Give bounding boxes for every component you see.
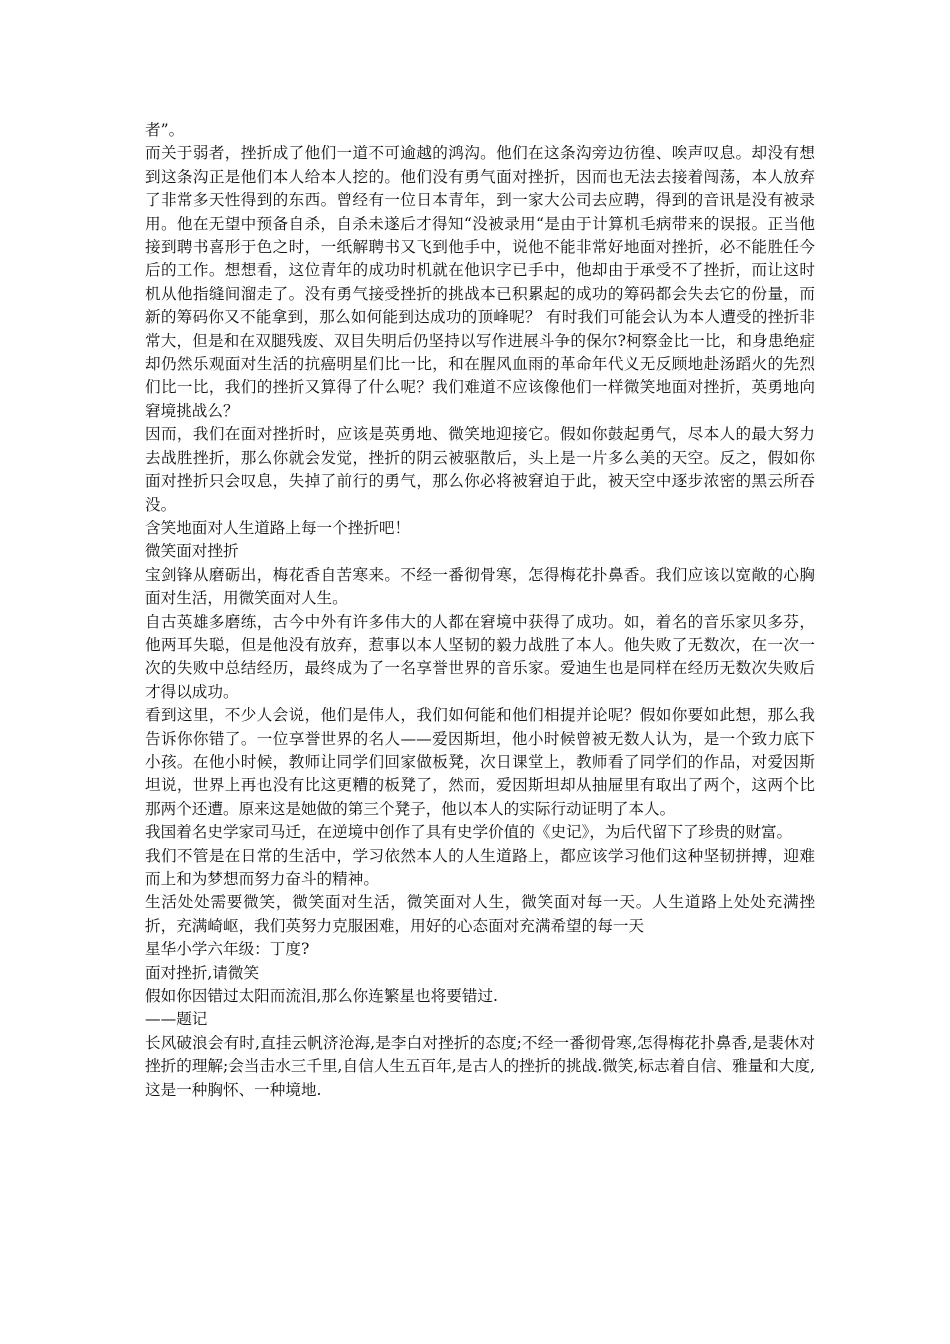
essay-title: 面对挫折,请微笑 <box>145 963 260 982</box>
paragraph-7: 自古英雄多磨练，古今中外有许多伟大的人都在窘境中获得了成功。如，着名的音乐家贝多芬，他两耳失聪，但是他没有放弃，惹事以本人坚韧的毅力战胜了本人。他失败了无数次，在一次一次的失败中总结经历，最终成为了一名享誉世界的音乐家。爱迪生也是同样在经历无数次失败后才得以成功。 <box>145 612 815 701</box>
paragraph-10: 我们不管是在日常的生活中，学习依然本人的人生道路上，都应该学习他们这种坚韧拼搏，迎难而上和为梦想而努力奋斗的精神。 <box>145 846 815 888</box>
paragraph-3: 因而，我们在面对挫折时，应该是英勇地、微笑地迎接它。假如你鼓起勇气，尽本人的最大努力去战胜挫折，那么你就会发觉，挫折的阴云被驱散后，头上是一片多么美的天空。反之，假如你面对挫折只会叹息，失掉了前行的勇气，那么你必将被窘迫于此，被天空中逐步浓密的黑云所吞没。 <box>145 425 815 514</box>
epigraph-attribution: ——题记 <box>145 1010 208 1029</box>
paragraph-16: 长风破浪会有时,直挂云帆济沧海,是李白对挫折的态度;不经一番彻骨寒,怎得梅花扑鼻香,是裴休对挫折的理解;会当击水三千里,自信人生五百年,是古人的挫折的挑战.微笑,标志着自信、雅量和大度,这是一种胸怀、一种境地. <box>145 1033 815 1099</box>
paragraph-9: 我国着名史学家司马迁，在逆境中创作了具有史学价值的《史记》，为后代留下了珍贵的财富。 <box>145 823 793 842</box>
document-page <box>145 119 815 1102</box>
author-line: 星华小学六年级：丁度? <box>145 940 310 959</box>
paragraph-8: 看到这里，不少人会说，他们是伟人，我们如何能和他们相提并论呢？假如你要如此想，那么我告诉你你错了。一位享誉世界的名人——爱因斯坦，他小时候曾被无数人认为，是一个致力底下小孩。在他小时候，教师让同学们回家做板凳，次日课堂上，教师看了同学们的作品，对爱因斯坦说，世界上再也没有比这更糟的板凳了，然而，爱因斯坦却从抽屉里有取出了两个，这两个比那两个还遭。原来这是她做的第三个凳子，他以本人的实际行动证明了本人。 <box>145 706 815 818</box>
epigraph: 假如你因错过太阳而流泪,那么你连繁星也将要错过. <box>145 987 498 1006</box>
paragraph-1: 者”。 <box>145 121 185 139</box>
paragraph-6: 宝剑锋从磨砺出，梅花香自苦寒来。不经一番彻骨寒，怎得梅花扑鼻香。我们应该以宽敞的心胸面对生活，用微笑面对人生。 <box>145 565 815 608</box>
paragraph-11: 生活处处需要微笑，微笑面对生活，微笑面对人生，微笑面对每一天。人生道路上处处充满挫折，充满崎岖，我们英努力克服困难，用好的心态面对充满希望的每一天 <box>145 893 815 935</box>
paragraph-4: 含笑地面对人生道路上每一个挫折吧！ <box>145 518 411 537</box>
paragraph-2: 而关于弱者，挫折成了他们一道不可逾越的鸿沟。他们在这条沟旁边彷徨、唉声叹息。却没有想到这条沟正是他们本人给本人挖的。他们没有勇气面对挫折，因而也无法去接着闯荡，本人放弃了非常多天性得到的东西。曾经有一位日本青年，到一家大公司去应聘，得到的音讯是没有被录用。他在无望中预备自杀，自杀未遂后才得知“没被录用“是由于计算机毛病带来的误报。正当他接到聘书喜形于色之时，一纸解聘书又飞到他手中，说他不能非常好地面对挫折，必不能胜任今后的工作。想想看，这位青年的成功时机就在他识字已手中，他却由于承受不了挫折，而让这时机从他指缝间溜走了。没有勇气接受挫折的挑战本已积累起的成功的筹码都会失去它的份量，而新的筹码你又不能拿到，那么如何能到达成功的顶峰呢？ 有时我们可能会认为本人遭受的挫折非常大，但是和在双腿残废、双目失明后仍坚持以写作进展斗争的保尔?柯察金比一比，和身患绝症却仍然乐观面对生活的抗癌明星们比一比，和在腥风血雨的革命年代义无反顾地赴汤蹈火的先烈们比一比，我们的挫折又算得了什么呢？我们难道不应该像他们一样微笑地面对挫折，英勇地向窘境挑战么？ <box>145 144 815 420</box>
section-title: 微笑面对挫折 <box>145 542 239 561</box>
